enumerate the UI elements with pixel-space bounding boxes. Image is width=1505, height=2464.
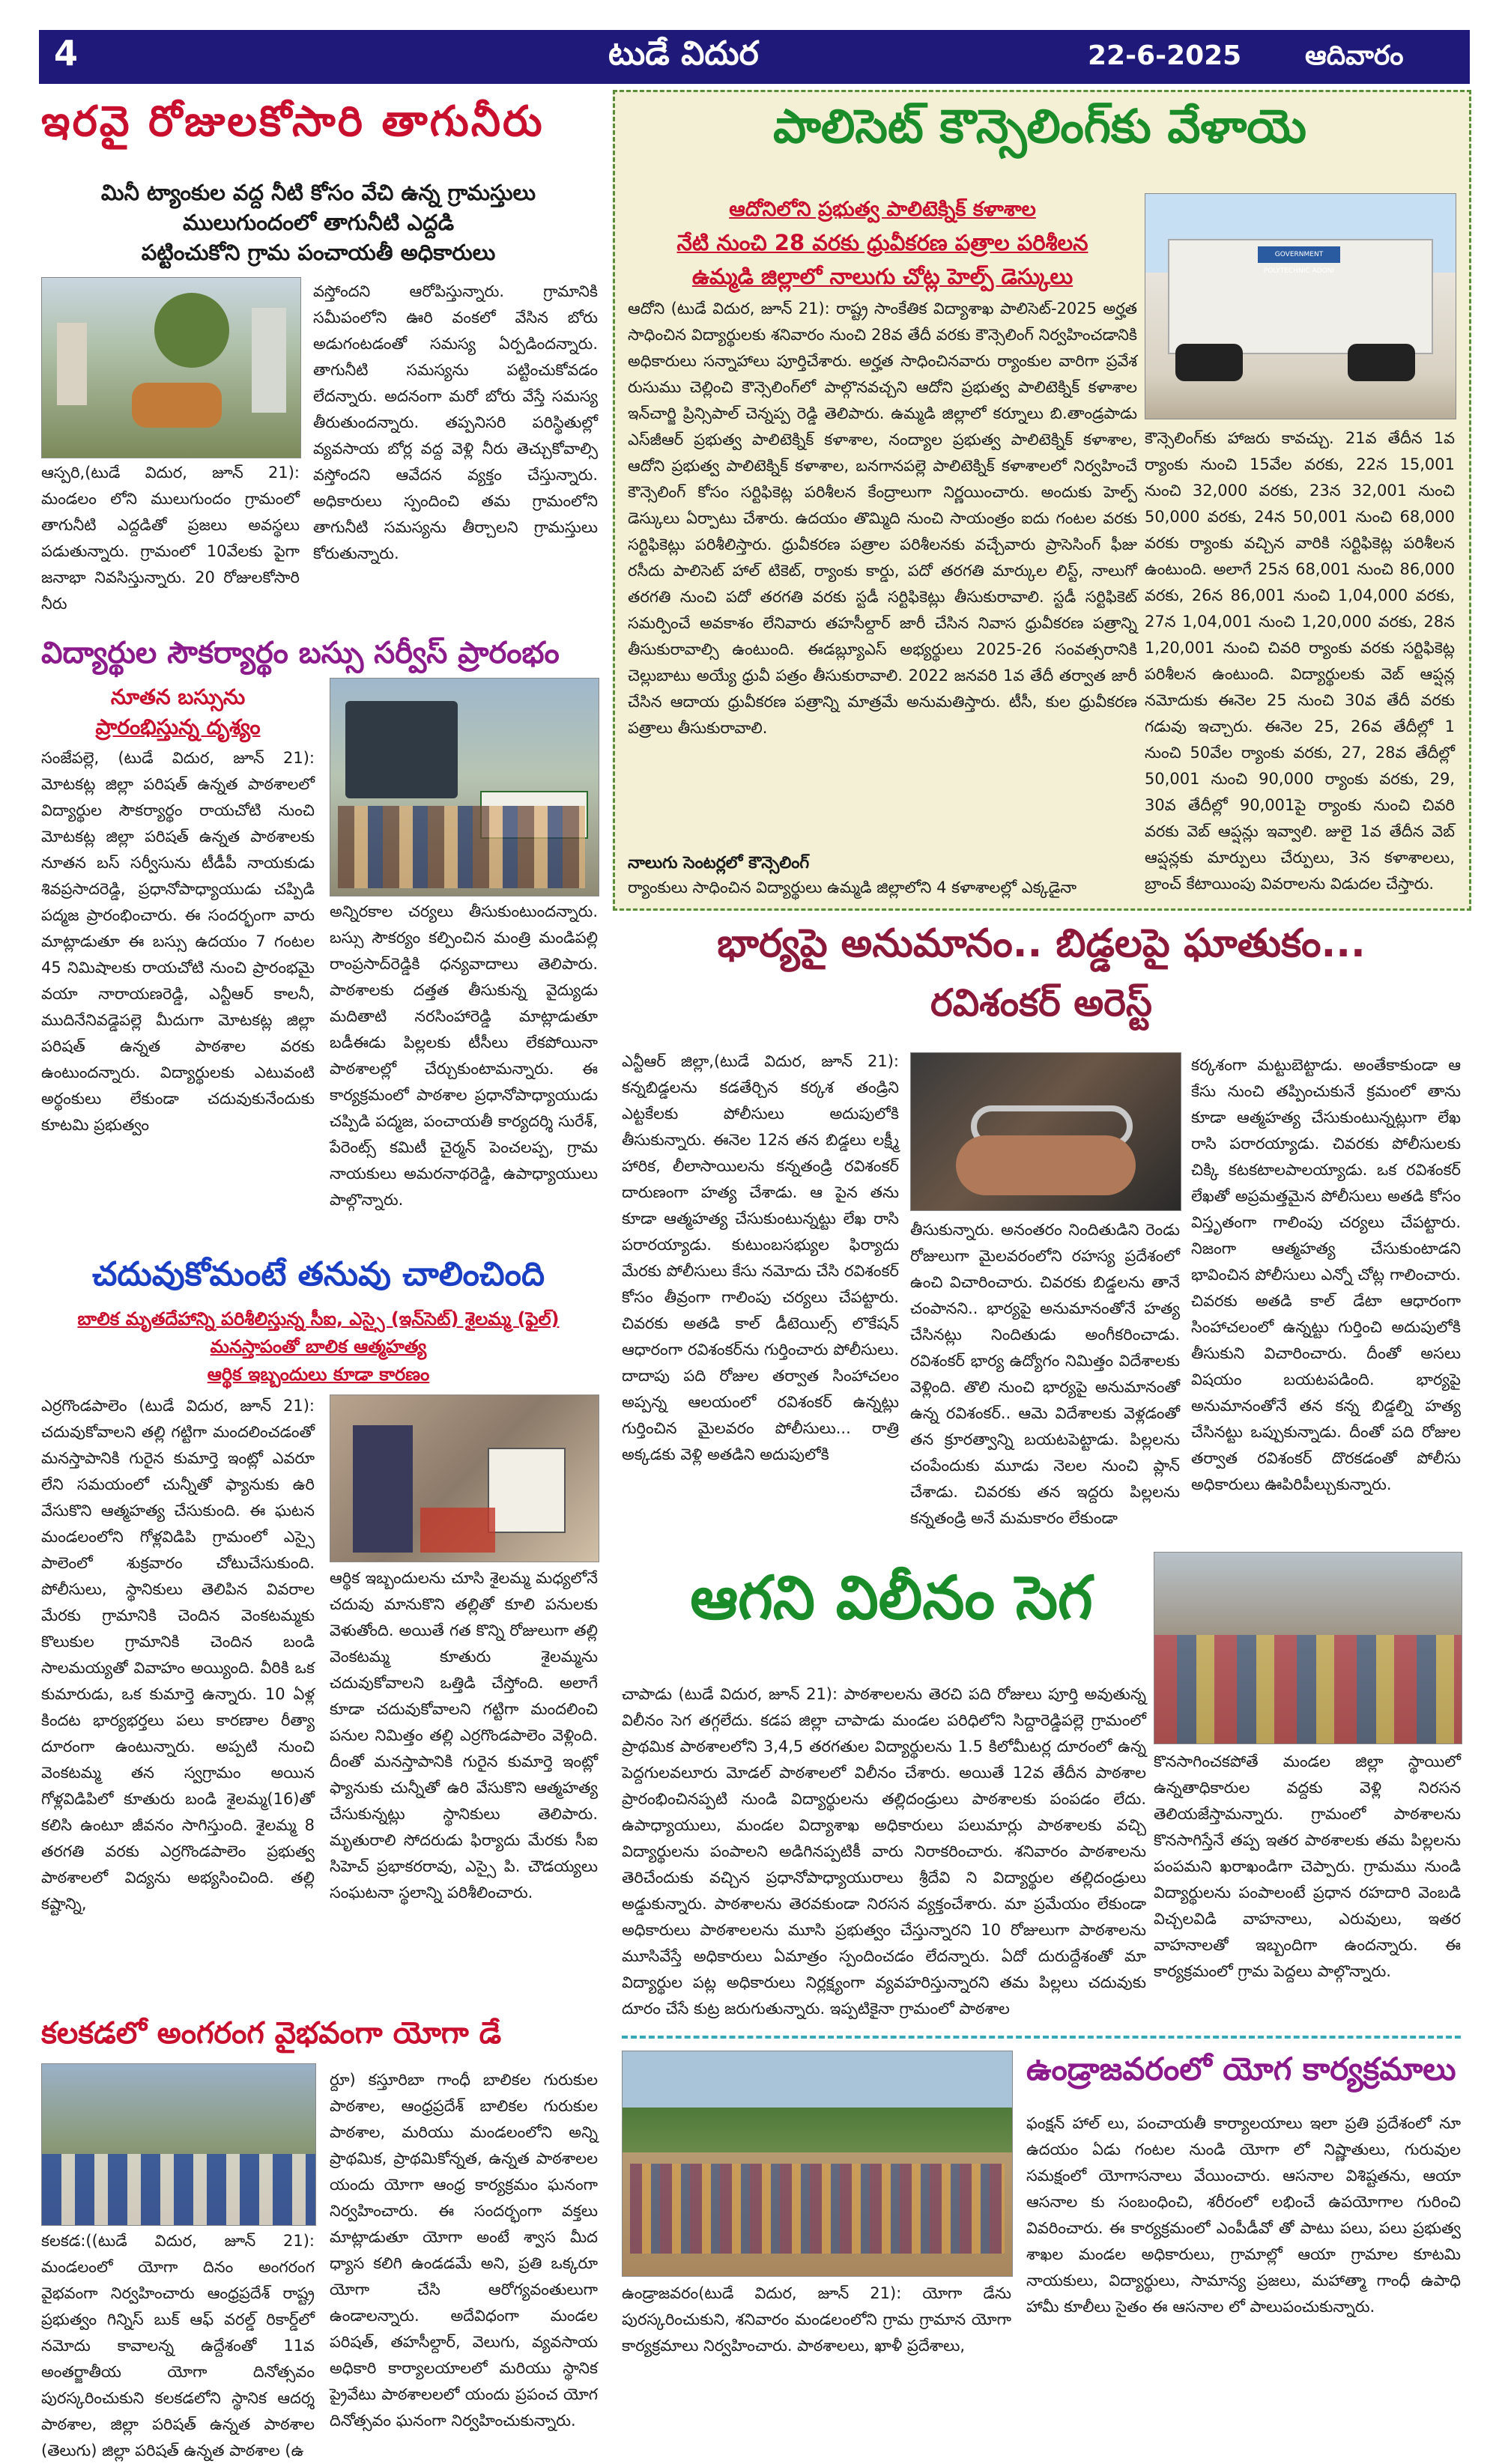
photo-bike-1 [1175,344,1243,381]
study-subhead-3: ఆర్థిక ఇబ్బందులు కూడా కారణం [207,1364,430,1385]
merger-protest-photo [1154,1552,1462,1744]
photo-tank-right [252,308,286,413]
arrest-headline-2: రవిశంకర్ అరెస్ట్ [930,981,1152,1025]
photo-college-sign: GOVERNMENT POLYTECHNIC ADONI [1258,246,1340,263]
water-body-right: వస్తోందని ఆరోపిస్తున్నారు. గ్రామానికి సమీపంలోని ఊరి వంకలో వేసిన బోరు అడుగంటడంతో సమస్య ఏర్పడిందన్నారు. తాగునీటి సమస్యను పట్టించుకోవడం లేదన్నారు. అదనంగా మరో బోరు వేస్తే సమస్య తీరుతుందన్నారు. తప్పనిసరి పరిస్థితుల్లో వ్యవసాయ బోర్ల వద్ద వెళ్లి నీరు తెచ్చుకోవాల్సి వస్తోందని ఆవేదన వ్యక్తం చేస్తున్నారు. అధికారులు స్పందించి తమ గ్రామంలోని తాగునీటి సమస్యను తీర్చాలని గ్రామస్తులు కోరుతున్నారు. [313,282,598,562]
newspaper-name: టుడే విదుర [608,34,759,73]
polycet-body-left-end: ర్యాంకులు సాధించిన విద్యార్థులు ఉమ్మడి జిల్లాలోని 4 కళాశాలల్లో ఎక్కడైనా [628,879,1077,896]
edition-date: 22-6-2025 [1088,40,1242,71]
merger-body-right: కొనసాగించకపోతే మండల జిల్లా స్థాయిలో ఉన్నతాధికారుల వద్దకు వెళ్లి నిరసన తెలియజేస్తామన్నారు. గ్రామంలో పాఠశాలను కొనసాగిస్తేనే తప్ప ఇతర పాఠశాలకు తమ పిల్లలను పంపమని ఖరాఖండిగా చెప్పారు. గ్రామము నుండి విద్యార్థులను పంపాలంటే ప్రధాన రహదారి వెంబడి విచ్చలవిడి వాహనాలు, ఎరువులు, ఇతర వాహనాలతో ఇబ్బందిగా ఉందన్నారు. ఈ కార్యక్రమంలో గ్రామ పెద్దలు పాల్గొన్నారు. [1154,1753,1461,1980]
water-headline: ఇరవై రోజులకోసారి తాగునీరు [41,97,545,146]
undrajavaram-yoga-photo [622,2051,1013,2277]
study-body-right: ఆర్థిక ఇబ్బందులను చూసి శైలమ్మ మధ్యలోనే చదువు మానుకొని తల్లితో కూలి పనులకు వెళుతోంది. అయితే గత కొన్ని రోజులుగా తల్లి వెంకటమ్మ కూతురు శైలమ్మను చదువుకోవాలని ఒత్తిడి చేస్తోంది. అలాగే కూడా చదువుకోవాలని గట్టిగా మందలించి పనుల నిమిత్తం తల్లి ఎర్రగొండపాలెం వెళ్లింది. దీంతో మనస్తాపానికి గురైన కుమార్తె ఇంట్లో ఫ్యానుకు చున్నీతో ఉరి వేసుకొని ఆత్మహత్య చేసుకున్నట్లు స్థానికులు తెలిపారు. మృతురాలి సోదరుడు ఫిర్యాదు మేరకు సీఐ సిహెచ్ ప్రభాకరరావు, ఎస్సై పి. చౌడయ్యలు సంఘటనా స్థలాన్ని పరిశీలించారు. [330,1569,598,1902]
polycet-subhead-3: ఉమ్మడి జిల్లాలో నాలుగు చోట్ల హెల్ప్ డెస్కులు [691,264,1074,289]
arrest-body-left: ఎన్టీఆర్ జిల్లా,(టుడే విదుర, జూన్ 21): కన్నబిడ్డలను కడతేర్చిన కర్కశ తండ్రిని ఎట్టకేలకు పోలీసులు అదుపులోకి తీసుకున్నారు. ఈనెల 12న తన బిడ్డలు లక్ష్మీ హారిక, లీలాసాయిలను కన్నతండ్రి రవిశంకర్ దారుణంగా హత్య చేశాడు. ఆ పైన తను కూడా ఆత్మహత్య చేసుకుంటున్నట్టు లేఖ రాసి పరారయ్యాడు. కుటుంబసభ్యుల ఫిర్యాదు మేరకు పోలీసులు కేసు నమోదు చేసి రవిశంకర్ కోసం తీవ్రంగా గాలింపు చర్యలు చేపట్టారు. చివరకు అతడి కాల్ డీటెయిల్స్ లొకేషన్ ఆధారంగా రవిశంకర్‌ను గుర్తించారు పోలీసులు. దాదాపు పది రోజుల తర్వాత సింహాచలం అప్పన్న ఆలయంలో రవిశంకర్ ఉన్నట్లు గుర్తించిన మైలవరం పోలీసులు... రాత్రి అక్కడకు వెళ్లి అతడిని అదుపులోకి [622,1052,899,1463]
photo-parents-children [1154,1635,1462,1744]
photo-yoga-crowd [630,2164,1005,2254]
photo-flowers [420,1508,495,1553]
water-subhead-2: ములుగుందంలో తాగునీటి ఎద్దడి [182,210,455,235]
arrest-handcuff-photo [910,1052,1181,1211]
photo-crowd [338,806,585,888]
photo-students [42,2154,315,2225]
study-headline: చదువుకోమంటే తనువు చాలించింది [91,1255,545,1293]
photo-tree [154,293,229,368]
merger-headline: ఆగని విలీనం సెగ [690,1563,1093,1633]
polycet-subhead-1: ఆదోనిలోని ప్రభుత్వ పాలిటెక్నిక్ కళాశాల [729,198,1036,221]
photo-bus [345,701,458,798]
masthead-bar [39,30,1470,84]
undrajavaram-headline: ఉండ్రాజవరంలో యోగ కార్యక్రమాలు [1026,2051,1456,2087]
undrajavaram-body-left: ఉండ్రాజవరం(టుడే విదుర, జూన్ 21): యోగా డేను పురస్కరించుకుని, శనివారం మండలంలోని గ్రామ గ్రామాన యోగా కార్యక్రమాలు నిర్వహించారు. పాఠశాలలు, ఖాళీ ప్రదేశాలు, [622,2284,1011,2355]
bus-caption-2: ప్రారంభిస్తున్న దృశ్యం [95,714,261,739]
section-divider [622,2036,1461,2039]
polycet-headline: పాలిసెట్ కౌన్సెలింగ్‌కు వేళాయె [772,99,1307,154]
undrajavaram-body-right: ఫంక్షన్ హాల్ లు, పంచాయతీ కార్యాలయాలు ఇలా ప్రతి ప్రదేశంలో నూ ఉదయం ఏడు గంటల నుండి యోగా లో నిష్ణాతులు, గురువుల సమక్షంలో యోగాసనాలు వేయించారు. ఆసనాల విశిష్టతను, ఆయా ఆసనాల కు సంబంధించి, శరీరంలో లభించే ఉపయోగాల గురించి వివరించారు. ఈ కార్యక్రమంలో ఎంపీడీవో తో పాటు పలు, పలు ప్రభుత్వ శాఖల మండల అధికారులు, గ్రామాల్లో ఆయా గ్రామాల కూటమి నాయకులు, విద్యార్థులు, సామాన్య ప్రజలు, మహాత్మా గాంధీ ఉపాధి హామీ కూలీలు సైతం ఈ ఆసనాల లో పాలుపంచుకున్నారు. [1026,2114,1461,2316]
photo-tank-left [57,323,87,405]
arrest-body-right: కర్కశంగా మట్టుబెట్టాడు. అంతేకాకుండా ఆ కేసు నుంచి తప్పించుకునే క్రమంలో తాను కూడా ఆత్మహత్య చేసుకుంటున్నట్లుగా లేఖ రాసి పరారయ్యాడు. చివరకు పోలీసులకు చిక్కి కటకటాలపాలయ్యాడు. ఒక రవిశంకర్ లేఖతో అప్రమత్తమైన పోలీసులు అతడి కోసం విస్తృతంగా గాలింపు చర్యలు చేపట్టారు. నిజంగా ఆత్మహత్య చేసుకుంటాడని భావించిన పోలీసులు ఎన్నో చోట్ల గాలించారు. చివరకు అతడి కాల్ డేటా ఆధారంగా సింహాచలంలో ఉన్నట్టు గుర్తించి అదుపులోకి తీసుకుని విచారించారు. దీంతో అసలు విషయం బయటపడింది. భార్యపై అనుమానంతోనే తన కన్న బిడ్డల్ని హత్య చేసినట్టు ఒప్పుకున్నాడు. దీంతో పది రోజుల తర్వాత రవిశంకర్ దొరకడంతో పోలీసు అధికారులు ఊపిరిపీల్చుకున్నారు. [1191,1056,1461,1493]
photo-hands [956,1135,1136,1195]
water-subhead-3: పట్టించుకోని గ్రామ పంచాయతీ అధికారులు [141,240,496,265]
bus-headline: విద్యార్థుల సౌకర్యార్థం బస్సు సర్వీస్ ప్రారంభం [41,636,560,670]
polycet-subhead-2: నేటి నుంచి 28 వరకు ధ్రువీకరణ పత్రాల పరిశీలన [676,230,1088,255]
photo-bike-2 [1348,344,1415,381]
arrest-headline-1: భార్యపై అనుమానం.. బిడ్డలపై ఘాతుకం... [717,921,1366,966]
bus-launch-photo [330,678,599,896]
study-photo [330,1395,599,1562]
polycet-college-photo [1145,193,1456,419]
study-body-left: ఎర్రగొండపాలెం (టుడే విదుర, జూన్ 21): చదువుకోవాలని తల్లి గట్టిగా మందలించడంతో మనస్తాపానికి గురైన కుమార్తె ఇంట్లో ఎవరూ లేని సమయంలో చున్నీతో ఫ్యానుకు ఉరి వేసుకొని ఆత్మహత్య చేసుకుంది. ఈ ఘటన మండలంలోని గోళ్లవిడిపి గ్రామంలో ఎస్సై పాలెంలో శుక్రవారం చోటుచేసుకుంది. పోలీసులు, స్థానికులు తెలిపిన వివరాల మేరకు గ్రామానికి చెందిన వెంకటమ్మకు కొలుకుల గ్రామానికి చెందిన బండి సాలమయ్యతో వివాహం అయ్యింది. వీరికి ఒక కుమారుడు, ఒక కుమార్తె ఉన్నారు. 10 ఏళ్ల కిందట భార్యభర్తలు పలు కారణాల రీత్యా దూరంగా ఉంటున్నారు. అప్పటి నుంచి వెంకటమ్మ తన స్వగ్రామం అయిన గోళ్లవిడిపిలో కూతురు బండి శైలమ్మ(16)తో కలిసి ఉంటూ జీవనం సాగిస్తుంది. శైలమ్మ 8 తరగతి వరకు ఎర్రగొండపాలెం ప్రభుత్వ పాఠశాలలో విద్యను అభ్యసించింది. తల్లి కష్టాన్ని, [41,1397,315,1913]
water-tank-photo [41,277,301,458]
photo-pots [132,383,222,428]
polycet-body-left: ఆదోని (టుడే విదుర, జూన్ 21): రాష్ట్ర సాంకేతిక విద్యాశాఖ పాలిసెట్-2025 అర్హత సాధించిన విద్యార్థులకు శనివారం నుంచి 28వ తేదీ వరకు కౌన్సెలింగ్ నిర్వహించడానికి అధికారులు సన్నాహాలు పూర్తిచేశారు. అర్హత సాధించినవారు ర్యాంకుల వారిగా ప్రవేశ రుసుము చెల్లించి కౌన్సెలింగ్‌లో పాల్గొనవచ్చని ఆదోని ప్రభుత్వ పాలిటెక్నిక్ కళాశాల ఇన్‌చార్జి ప్రిన్సిపాల్ చెన్నప్ప రెడ్డి తెలిపారు. ఉమ్మడి జిల్లాలో కర్నూలు బి.తాండ్రపాడు ఎస్‌జీఆర్ ప్రభుత్వ పాలిటెక్నిక్ కళాశాల, నంద్యాల ప్రభుత్వ పాలిటెక్నిక్ కళాశాల, ఆదోని ప్రభుత్వ పాలిటెక్నిక్ కళాశాల, బనగానపల్లె పాలిటెక్నిక్ కళాశాలలో నిర్వహించే కౌన్సెలింగ్ కోసం సర్టిఫికెట్ల పరిశీలన కేంద్రాలుగా నిర్ణయించారు. అందుకు హెల్ప్ డెస్కులు ఏర్పాటు చేశారు. ఉదయం తొమ్మిది నుంచి సాయంత్రం ఐదు గంటల వరకు సర్టిఫికెట్లు పరిశీలిస్తారు. ధ్రువీకరణ పత్రాల పరిశీలనకు వచ్చేవారు ప్రాసెసింగ్ ఫీజు రసీదు పాలిసెట్ హాల్ టికెట్, ర్యాంకు కార్డు, పదో తరగతి మార్కుల లిస్ట్, నాలుగో తరగతి నుంచి పదో తరగతి వరకు స్టడీ సర్టిఫికెట్లు తీసుకురావాలి. స్టడీ సర్టిఫికెట్ సమర్పించే అవకాశం లేనివారు తహసీల్దార్ జారీ చేసిన నివాస ధ్రువీకరణ పత్రాన్ని తీసుకురావాల్సి ఉంటుంది. ఈడబ్ల్యూఎస్ అభ్యర్థులు 2025-26 సంవత్సరానికి చెల్లుబాటు అయ్యే ధ్రువీ పత్రం తీసుకురావాలి. 2022 జనవరి 1వ తేదీ తర్వాత జారీ చేసిన ఆదాయ ధ్రువీకరణ పత్రాన్ని మాత్రమే అనుమతిస్తారు. టీసీ, కుల ధ్రువీకరణ పత్రాలు తీసుకురావాలి. [628,300,1137,737]
photo-inset-portrait [488,1448,566,1533]
polycet-body-right: కౌన్సెలింగ్‌కు హాజరు కావచ్చు. 21వ తేదీన 1వ ర్యాంకు నుంచి 15వేల వరకు, 22న 15,001 నుంచి 32,000 వరకు, 23న 32,001 నుంచి 50,000 వరకు, 24న 50,001 నుంచి 68,000 వరకు ర్యాంకు వచ్చిన వారికి సర్టిఫికెట్ల పరిశీలన ఉంటుంది. అలాగే 25న 68,001 నుంచి 86,000 వరకు, 26న 86,001 నుంచి 1,04,000 వరకు, 27న 1,04,001 నుంచి 1,20,000 వరకు, 28న 1,20,001 నుంచి చివరి ర్యాంకు వరకు సర్టిఫికెట్ల పరిశీలన ఉంటుంది. విద్యార్థులకు వెబ్ ఆప్షన్ల నమోదుకు ఈనెల 25 నుంచి 30వ తేదీ వరకు గడువు ఇచ్చారు. ఈనెల 25, 26వ తేదీల్లో 1 నుంచి 50వేల ర్యాంకు వరకు, 27, 28వ తేదీల్లో 50,001 నుంచి 90,000 ర్యాంకు వరకు, 29, 30వ తేదీల్లో 90,001పై ర్యాంకు నుంచి చివరి వరకు వెబ్ ఆప్షన్లు ఇవ్వాలి. జులై 1వ తేదీన వెబ్ ఆప్షన్లకు మార్పులు చేర్పులు, 3న కళాశాలలు, బ్రాంచ్ కేటాయింపు వివరాలను విడుదల చేస్తారు. [1145,429,1455,893]
bus-body-right: అన్నిరకాల చర్యలు తీసుకుంటుందన్నారు. బస్సు సౌకర్యం కల్పించిన మంత్రి మండిపల్లి రాంప్రసాద్‌రెడ్డికి ధన్యవాదాలు తెలిపారు. పాఠశాలకు దత్తత తీసుకున్న వైద్యుడు మదితాటి నరసింహారెడ్డి మాట్లాడుతూ బడీఈడు పిల్లలకు టీసీలు లేకపోయినా పాఠశాలల్లో చేర్చుకుంటామన్నారు. ఈ కార్యక్రమంలో పాఠశాల ప్రధానోపాధ్యాయుడు చప్పిడి పద్మజ, పంచాయతీ కార్యదర్శి సురేశ్, పేరెంట్స్ కమిటీ చైర్మన్ పెంచలప్ప, గ్రామ నాయకులు అమరనాథరెడ్డి, ఉపాధ్యాయులు పాల్గొన్నారు. [330,902,598,1209]
photo-officer [353,1425,413,1553]
page-number: 4 [54,33,79,73]
kalakada-headline: కలకడలో అంగరంగ వైభవంగా యోగా డే [41,2016,502,2051]
study-subhead-2: మనస్తాపంతో బాలిక ఆత్మహత్య [210,1336,427,1357]
kalakada-body-left: కలకడ:((టుడే విదుర, జూన్ 21): మండలంలో యోగా దినం అంగరంగ వైభవంగా నిర్వహించారు ఆంధ్రప్రదేశ్ రాష్ట్ర ప్రభుత్వం గిన్నిస్ బుక్ ఆఫ్ వరల్డ్ రికార్డ్‌లో నమోదు కావాలన్న ఉద్దేశంతో 11వ అంతర్జాతీయ యోగా దినోత్సవం పురస్కరించుకుని కలకడలోని స్థానిక ఆదర్శ పాఠశాల, జిల్లా పరిషత్ ఉన్నత పాఠశాల (తెలుగు) జిల్లా పరిషత్ ఉన్నత పాఠశాల (ఉ [41,2232,315,2460]
study-subhead-1: బాలిక మృతదేహాన్ని పరిశీలిస్తున్న సీఐ, ఎస్సై (ఇన్‌సెట్) శైలమ్మ (ఫైల్) [77,1308,560,1329]
polycet-subheading: నాలుగు సెంటర్లలో కౌన్సెలింగ్ [628,854,810,873]
kalakada-yoga-photo [41,2063,316,2226]
bus-caption-1: నూతన బస్సును [110,685,246,709]
merger-body-top: చాపాడు (టుడే విదుర, జూన్ 21): పాఠశాలలను తెరచి పది రోజులు పూర్తి అవుతున్న విలీనం సెగ తగ్గలేదు. కడప జిల్లా చాపాడు మండల పరిధిలోని సిద్దారెడ్డిపల్లె గ్రామంలో ప్రాథమిక పాఠశాలలోని 3,4,5 తరగతుల విద్యార్థులను 1.5 కిలోమీటర్ల దూరంలో ఉన్న పెద్దగులవలూరు మోడల్ పాఠశాలలో విలీనం చేశారు. అయితే 12వ తేదీన పాఠశాల ప్రారంభించినప్పటి నుండి విద్యార్థులను తల్లిదండ్రులు పాఠశాలకు పంపడం లేదు. ఉపాధ్యాయులు, మండల విద్యాశాఖ అధికారులు పలుమార్లు పాఠశాలకు వచ్చి విద్యార్థులను పంపాలని అడిగినప్పటికీ వారు నిరాకరించారు. శనివారం పాఠశాలను తెరిచేందుకు వచ్చిన ప్రధానోపాధ్యాయురాలు శ్రీదేవి ని విద్యార్థుల తల్లిదండ్రులు అడ్డుకున్నారు. పాఠశాలను తెరవకుండా నిరసన వ్యక్తంచేశారు. మా ప్రమేయం లేకుండా అధికారులు పాఠశాలలను మూసి ప్రభుత్వం చేస్తున్నారని 10 రోజులుగా పాఠశాలను మూసివేస్తే అధికారులు ఏమాత్రం స్పందించడం లేదన్నారు. ఏదో దురుద్దేశంతో మా విద్యార్థుల పట్ల అధికారులు నిర్లక్ష్యంగా వ్యవహరిస్తున్నారని తమ పిల్లలు చదువుకు దూరం చేసే కుట్ర జరుగుతున్నారు. ఇప్పటికైనా గ్రామంలో పాఠశాల [622,1685,1146,2018]
kalakada-body-right: ర్దూ) కస్తూరిబా గాంధీ బాలికల గురుకుల పాఠశాల, ఆంధ్రప్రదేశ్ బాలికల గురుకుల పాఠశాల, మరియు మండలంలోని అన్ని ప్రాథమిక, ప్రాథమికోన్నత, ఉన్నత పాఠశాలల యందు యోగా ఆంధ్ర కార్యక్రమం ఘనంగా నిర్వహించారు. ఈ సందర్భంగా వక్తలు మాట్లాడుతూ యోగా అంటే శ్వాస మీద ధ్యాస కలిగి ఉండడమే అని, ప్రతి ఒక్కరూ యోగా చేసి ఆరోగ్యవంతులుగా ఉండాలన్నారు. అదేవిధంగా మండల పరిషత్, తహసీల్దార్, వెలుగు, వ్యవసాయ అధికారి కార్యాలయాలలో మరియు స్థానిక ప్రైవేటు పాఠశాలలలో యందు ప్రపంచ యోగ దినోత్సవం ఘనంగా నిర్వహించుకున్నారు. [330,2071,598,2430]
water-body-left: ఆస్పరి,(టుడే విదుర, జూన్ 21): మండలం లోని ములుగుందం గ్రామంలో తాగునీటి ఎద్దడితో ప్రజలు అవస్థలు పడుతున్నారు. గ్రామంలో 10వేలకు పైగా జనాభా నివసిస్తున్నారు. 20 రోజులకోసారి నీరు [41,464,300,613]
water-subhead-1: మినీ ట్యాంకుల వద్ద నీటి కోసం వేచి ఉన్న గ్రామస్తులు [100,180,536,205]
edition-day: ఆదివారం [1305,40,1404,71]
arrest-body-mid: తీసుకున్నారు. అనంతరం నిందితుడిని రెండు రోజులుగా మైలవరంలోని రహస్య ప్రదేశంలో ఉంచి విచారించారు. చివరకు బిడ్డలను తానే చంపానని.. భార్యపై అనుమానంతోనే హత్య చేసినట్లు నిందితుడు అంగీకరించాడు. రవిశంకర్ భార్య ఉద్యోగం నిమిత్తం విదేశాలకు వెళ్లింది. తొలి నుంచి భార్యపై అనుమానంతో ఉన్న రవిశంకర్.. ఆమె విదేశాలకు వెళ్లడంతో తన క్రూరత్వాన్ని బయటపెట్టాడు. పిల్లలను చంపేందుకు మూడు నెలల నుంచి ప్లాన్ చేశాడు. చివరకు తన ఇద్దరు పిల్లలను కన్నతండ్రి అనే మమకారం లేకుండా [910,1221,1180,1527]
bus-body-left: సంజేపల్లె, (టుడే విదుర, జూన్ 21): మోటకట్ల జిల్లా పరిషత్ ఉన్నత పాఠశాలలో విద్యార్థుల సౌకర్యార్థం రాయచోటి నుంచి మోటకట్ల జిల్లా పరిషత్ ఉన్నత పాఠశాలకు నూతన బస్ సర్వీసును టీడీపీ నాయకుడు శివప్రసాదరెడ్డి, ప్రధానోపాధ్యాయుడు చప్పిడి పద్మజ ప్రారంభించారు. ఈ సందర్భంగా వారు మాట్లాడుతూ ఈ బస్సు ఉదయం 7 గంటల 45 నిమిషాలకు రాయచోటి నుంచి ప్రారంభమై వయా నారాయణరెడ్డి, ఎన్టీఆర్ కాలనీ, ముదినేనివడ్డెపల్లె మీదుగా మోటకట్ల జిల్లా పరిషత్ ఉన్నత పాఠశాల వరకు ఉంటుందన్నారు. విద్యార్థులకు ఎటువంటి అర్థంకులు లేకుండా చదువుకునేందుకు కూటమి ప్రభుత్వం [41,749,315,1134]
